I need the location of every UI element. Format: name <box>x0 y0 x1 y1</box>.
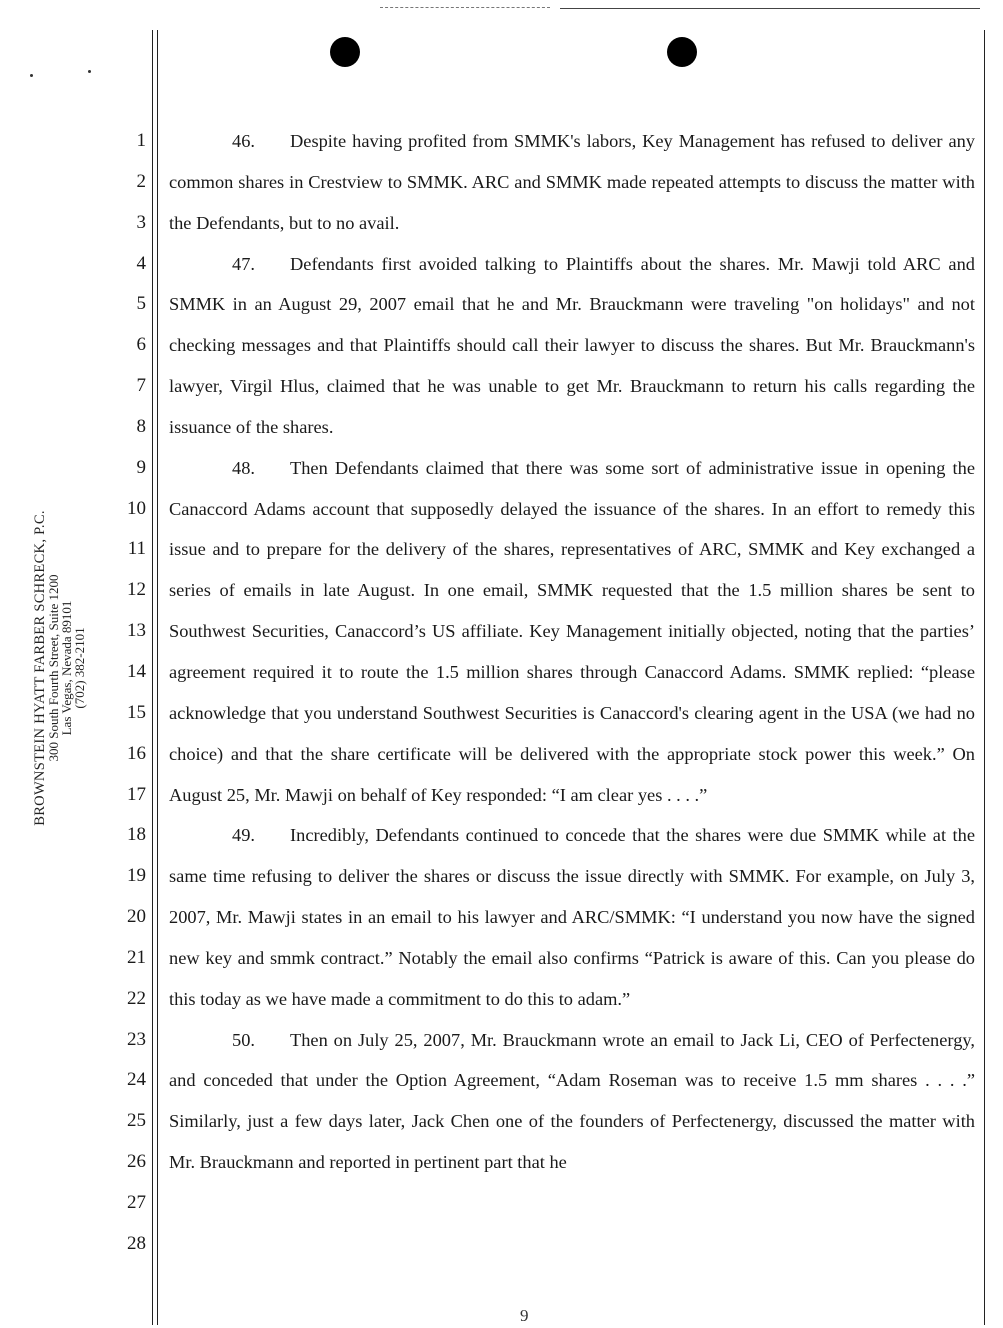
line-number: 6 <box>136 334 146 356</box>
paragraph-48 <box>169 448 975 816</box>
paragraph-number: 49. <box>232 825 255 846</box>
law-firm-block <box>34 488 86 848</box>
line-number: 24 <box>127 1069 146 1091</box>
pleading-body <box>169 121 975 1183</box>
line-number: 4 <box>136 252 146 274</box>
firm-city: Las Vegas, Nevada 89101 <box>59 600 74 736</box>
paragraph-text: Then Defendants claimed that there was some sort of administrative issue in opening the Canaccord Adams account that supposedly delayed the issuance of the shares. In an effort to remedy this issue and to prepare for the delivery of the shares, representatives of ARC, SMMK and Key exchanged a series of emails in late August. In one email, SMMK requested that the 1.5 million shares be sent to Southwest Securities, Canaccord’s US affiliate. Key Management initially objected, noting that the parties’ agreement required it to route the 1.5 million shares through Canaccord Adams. SMMK replied: “please acknowledge that you understand Southwest Securities is Canaccord's clearing agent in the USA (we had no choice) and that the share certificate will be delivered with the appropriate stock power this week.” On August 25, Mr. Mawji on behalf of Key responded: “I am clear yes . . . .” <box>169 457 975 805</box>
paragraph-49 <box>169 815 975 1019</box>
line-number: 9 <box>136 456 146 478</box>
line-number: 7 <box>136 375 146 397</box>
line-number: 19 <box>127 865 146 887</box>
left-margin-rule-inner <box>157 30 158 1325</box>
line-number: 21 <box>127 946 146 968</box>
paragraph-46 <box>169 121 975 244</box>
scan-speck <box>30 74 33 77</box>
firm-phone: (702) 382-2101 <box>72 627 87 709</box>
line-number: 20 <box>127 906 146 928</box>
paragraph-50 <box>169 1020 975 1183</box>
line-number: 1 <box>136 130 146 151</box>
line-number: 23 <box>127 1028 146 1050</box>
scan-speck <box>88 70 91 73</box>
paragraph-47 <box>169 244 975 448</box>
line-number: 14 <box>127 660 146 682</box>
page-number: 9 <box>520 1306 529 1325</box>
scan-top-rule <box>560 8 980 9</box>
line-number: 10 <box>127 497 146 519</box>
left-margin-rule-outer <box>152 30 153 1325</box>
scan-top-dash <box>380 7 550 8</box>
paragraph-number: 50. <box>232 1029 255 1050</box>
punch-hole-right <box>667 37 697 67</box>
paragraph-text: Then on July 25, 2007, Mr. Brauckmann wrote an email to Jack Li, CEO of Perfectenergy, and conceded that under the Option Agreement, “Adam Roseman was to receive 1.5 mm shares . . . .” Similarly, just a few days later, Jack Chen one of the founders of Perfectenergy, discussed the matter with Mr. Brauckmann and reported in pertinent part that he <box>169 1029 975 1173</box>
line-number: 11 <box>127 538 146 560</box>
line-number: 15 <box>127 701 146 723</box>
paragraph-text: Defendants first avoided talking to Plaintiffs about the shares. Mr. Mawji told ARC and SMMK in an August 29, 2007 email that he and Mr. Brauckmann were traveling "on holidays" and not checking messages and that Plaintiffs should call their lawyer to discuss the shares. But Mr. Brauckmann's lawyer, Virgil Hlus, claimed that he was unable to get Mr. Brauckmann to return his calls regarding the issuance of the shares. <box>169 253 975 437</box>
line-number: 8 <box>136 415 146 437</box>
line-number-column <box>108 121 146 1265</box>
firm-name: BROWNSTEIN HYATT FARBER SCHRECK, P.C. <box>32 510 48 826</box>
line-number: 16 <box>127 742 146 764</box>
line-number: 26 <box>127 1151 146 1173</box>
paragraph-number: 47. <box>232 253 255 274</box>
right-margin-rule <box>984 30 985 1325</box>
paragraph-text: Despite having profited from SMMK's labors, Key Management has refused to deliver any common shares in Crestview to SMMK. ARC and SMMK made repeated attempts to discuss the matter with the Defendants, but to no avail. <box>169 131 975 233</box>
line-number: 22 <box>127 987 146 1009</box>
line-number: 17 <box>127 783 146 805</box>
paragraph-number: 46. <box>232 131 255 151</box>
punch-hole-left <box>330 37 360 67</box>
line-number: 2 <box>136 170 146 192</box>
firm-street: 300 South Fourth Street, Suite 1200 <box>46 574 61 762</box>
line-number: 27 <box>127 1191 146 1213</box>
line-number: 18 <box>127 824 146 846</box>
paragraph-text: Incredibly, Defendants continued to concede that the shares were due SMMK while at the same time refusing to deliver the shares or discuss the issue directly with SMMK. For example, on July 3, 2007, Mr. Mawji states in an email to his lawyer and ARC/SMMK: “I understand you now have the signed new key and smmk contract.” Notably the email also confirms “Patrick is aware of this. Can you please do this today as we have made a commitment to do this to adam.” <box>169 825 975 1009</box>
paragraph-number: 48. <box>232 457 255 478</box>
line-number: 25 <box>127 1110 146 1132</box>
line-number: 12 <box>127 579 146 601</box>
line-number: 13 <box>127 620 146 642</box>
line-number: 28 <box>127 1232 146 1254</box>
line-number: 5 <box>136 293 146 315</box>
line-number: 3 <box>136 211 146 233</box>
